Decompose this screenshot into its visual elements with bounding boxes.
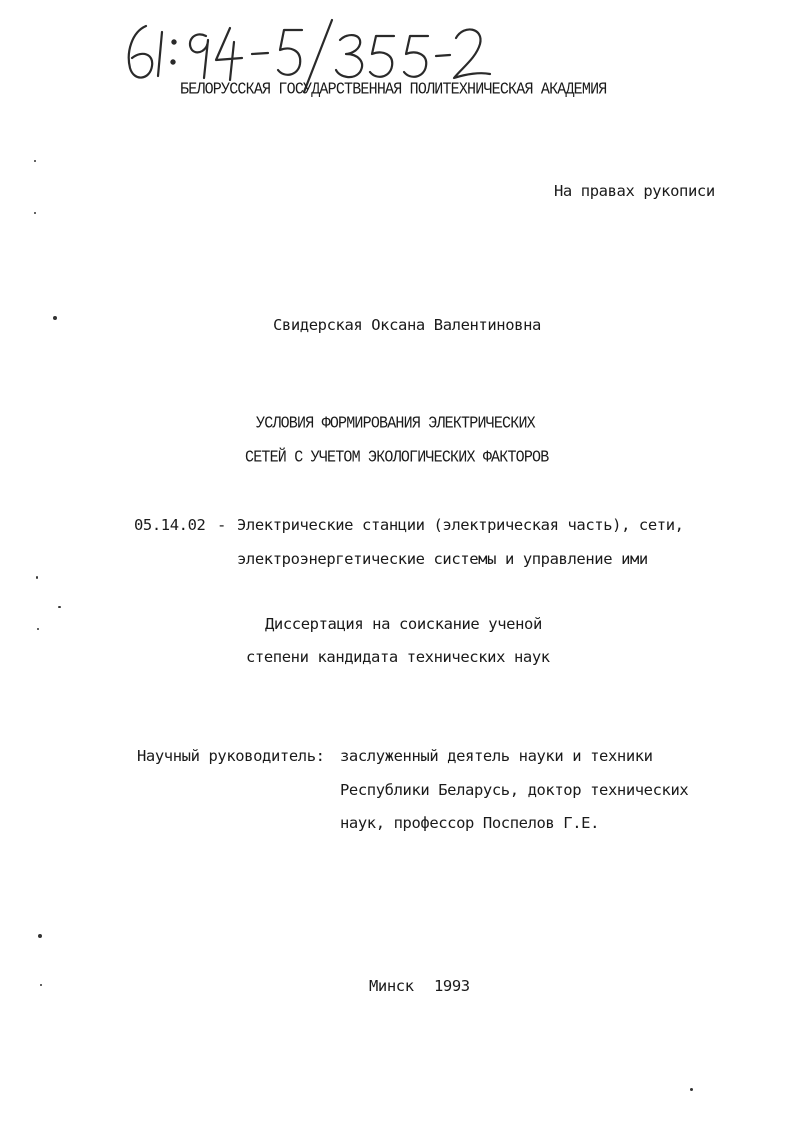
scan-speck	[36, 576, 38, 579]
specialty-line-2: электроэнергетические системы и управление ими	[237, 550, 648, 568]
title-line-2: СЕТЕЙ С УЧЕТОМ ЭКОЛОГИЧЕСКИХ ФАКТОРОВ	[245, 447, 549, 467]
scan-speck	[34, 160, 36, 162]
manuscript-rights-note: На правах рукописи	[554, 182, 715, 200]
dissertation-line-1: Диссертация на соискание ученой	[265, 615, 542, 633]
footer-city: Минск	[369, 977, 414, 995]
advisor-line-3: наук, профессор Поспелов Г.Е.	[340, 814, 600, 832]
author-name: Свидерская Оксана Валентиновна	[273, 316, 541, 334]
advisor-line-2: Республики Беларусь, доктор технических	[340, 781, 689, 799]
dissertation-line-2: степени кандидата технических наук	[246, 648, 550, 666]
scan-speck	[53, 316, 57, 320]
scan-speck	[34, 212, 36, 214]
specialty-dash: -	[217, 516, 226, 534]
institution-name: БЕЛОРУССКАЯ ГОСУДАРСТВЕННАЯ ПОЛИТЕХНИЧЕСКАЯ АКАДЕМИЯ	[180, 79, 607, 99]
scan-speck	[38, 934, 42, 938]
title-line-1: УСЛОВИЯ ФОРМИРОВАНИЯ ЭЛЕКТРИЧЕСКИХ	[256, 413, 535, 433]
advisor-line-1: заслуженный деятель науки и техники	[340, 747, 653, 765]
scan-speck	[58, 606, 61, 608]
advisor-label: Научный руководитель:	[137, 747, 325, 765]
footer-year: 1993	[434, 977, 470, 995]
scan-speck	[690, 1088, 693, 1091]
scan-speck	[40, 984, 42, 986]
specialty-line-1: Электрические станции (электрическая часть), сети,	[237, 516, 684, 534]
scan-speck	[37, 628, 39, 630]
specialty-code: 05.14.02	[134, 516, 206, 534]
